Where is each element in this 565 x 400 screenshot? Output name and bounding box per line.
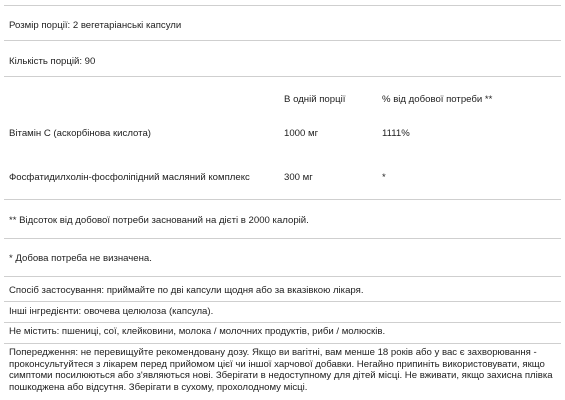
other-ingredients: Інші інгредієнти: овочева целюлоза (капсула).: [9, 306, 214, 317]
divider: [4, 343, 561, 344]
top-border: [4, 5, 561, 6]
divider: [4, 301, 561, 302]
ingredient-amount: 1000 мг: [284, 128, 319, 139]
divider: [4, 322, 561, 323]
ingredient-amount: 300 мг: [284, 172, 313, 183]
warning-text: Попередження: не перевищуйте рекомендовану дозу. Якщо ви вагітні, вам менше 18 років або у вас є захворювання - проконсультуйтеся з лікарем перед прийомом цієї чи іншої харчової добавки. Негайно припиніть використовувати, якщо симптоми посилюються або з'являються нові. Зберігати в недоступному для дітей місці. Не вживати, якщо захисна плівка пошкоджена або відсутня. Зберігати в сухому, прохолодному місці.: [9, 347, 553, 393]
divider: [4, 238, 561, 239]
ingredient-daily-value: 1111%: [382, 128, 410, 139]
divider: [4, 276, 561, 277]
usage-directions: Спосіб застосування: приймайте по дві капсули щодня або за вказівкою лікаря.: [9, 285, 364, 296]
servings-count: Кількість порцій: 90: [9, 56, 96, 67]
ingredient-name: Фосфатидилхолін-фосфоліпідний масляний комплекс: [9, 172, 250, 183]
divider: [4, 76, 561, 77]
footnote-daily-value: ** Відсоток від добової потреби заснований на дієті в 2000 калорій.: [9, 215, 309, 226]
allergen-info: Не містить: пшениці, сої, клейковини, молока / молочних продуктів, риби / молюсків.: [9, 326, 386, 337]
ingredient-daily-value: *: [382, 172, 386, 183]
column-header-per-serving: В одній порції: [284, 94, 346, 105]
divider: [4, 199, 561, 200]
serving-size: Розмір порції: 2 вегетаріанські капсули: [9, 20, 182, 31]
divider: [4, 40, 561, 41]
footnote-not-established: * Добова потреба не визначена.: [9, 253, 152, 264]
ingredient-name: Вітамін С (аскорбінова кислота): [9, 128, 151, 139]
column-header-daily-value: % від добової потреби **: [382, 94, 493, 105]
